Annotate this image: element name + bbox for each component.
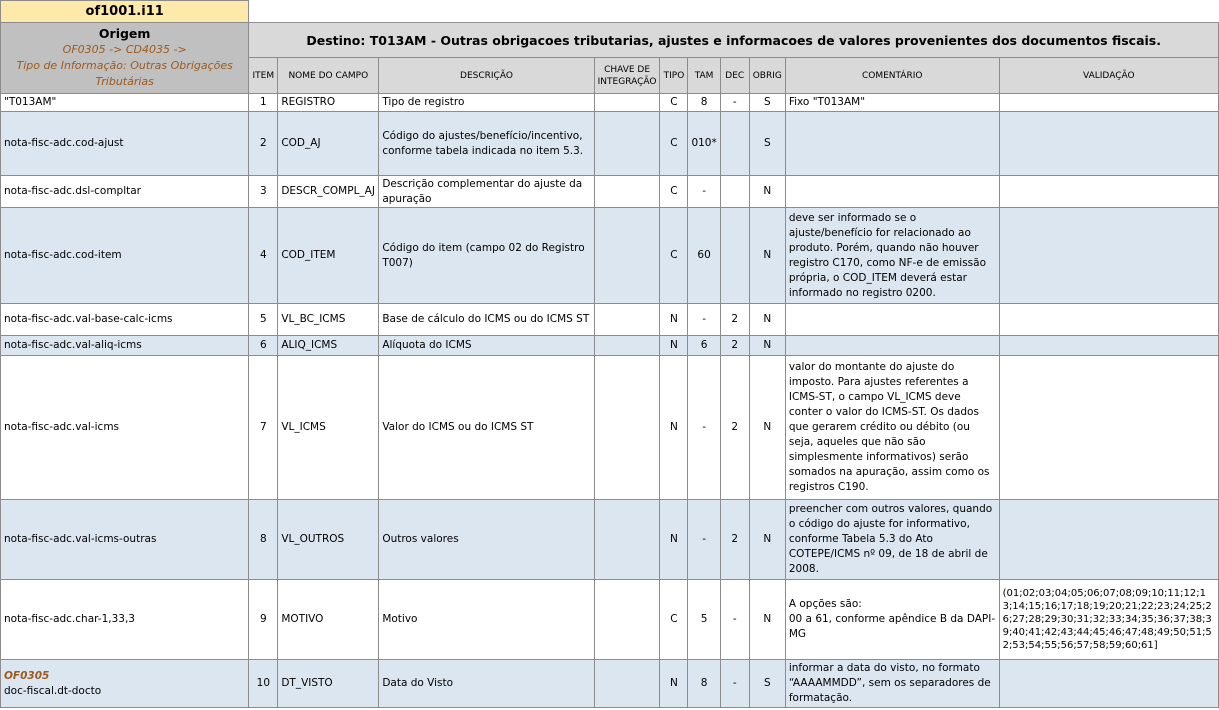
cell-nome: MOTIVO [278, 580, 379, 660]
col-obrig: OBRIG [749, 58, 785, 94]
cell-tipo: N [660, 660, 688, 708]
cell-dec [720, 208, 749, 304]
col-tam: TAM [688, 58, 720, 94]
cell-dec: 2 [720, 356, 749, 500]
cell-validacao [999, 500, 1218, 580]
cell-origem: nota-fisc-adc.dsl-compltar [1, 176, 249, 208]
cell-dec: 2 [720, 500, 749, 580]
cell-dec: - [720, 660, 749, 708]
cell-tam: - [688, 356, 720, 500]
origem-value: doc-fiscal.dt-docto [4, 684, 102, 697]
cell-validacao [999, 336, 1218, 356]
cell-dec: 2 [720, 304, 749, 336]
cell-tam: 5 [688, 580, 720, 660]
cell-nome: VL_ICMS [278, 356, 379, 500]
cell-obrig: N [749, 580, 785, 660]
cell-dec: - [720, 580, 749, 660]
cell-descricao: Tipo de registro [379, 94, 594, 112]
cell-nome: DT_VISTO [278, 660, 379, 708]
cell-tam: - [688, 304, 720, 336]
cell-dec [720, 112, 749, 176]
cell-item: 7 [249, 356, 278, 500]
cell-descricao: Data do Visto [379, 660, 594, 708]
cell-obrig: S [749, 94, 785, 112]
cell-nome: VL_OUTROS [278, 500, 379, 580]
cell-nome: DESCR_COMPL_AJ [278, 176, 379, 208]
table-row [1, 176, 1219, 208]
table-row [1, 94, 1219, 112]
cell-comentario [785, 304, 999, 336]
table-row [1, 356, 1219, 500]
cell-tipo: C [660, 94, 688, 112]
cell-item: 4 [249, 208, 278, 304]
cell-chave [594, 660, 660, 708]
cell-chave [594, 112, 660, 176]
cell-descricao: Código do item (campo 02 do Registro T007) [379, 208, 594, 304]
cell-item: 3 [249, 176, 278, 208]
cell-dec: - [720, 94, 749, 112]
cell-origem: nota-fisc-adc.cod-ajust [1, 112, 249, 176]
file-name: of1001.i11 [1, 1, 249, 23]
cell-comentario [785, 336, 999, 356]
origem-title: Origem [98, 26, 151, 41]
cell-descricao: Código do ajustes/benefício/incentivo, conforme tabela indicada no item 5.3. [379, 112, 594, 176]
col-nome: NOME DO CAMPO [278, 58, 379, 94]
cell-item: 6 [249, 336, 278, 356]
cell-tipo: N [660, 356, 688, 500]
cell-comentario: informar a data do visto, no formato “AAAAMMDD”, sem os separadores de formatação. [785, 660, 999, 708]
cell-comentario: Fixo "T013AM" [785, 94, 999, 112]
cell-nome: ALIQ_ICMS [278, 336, 379, 356]
col-item: ITEM [249, 58, 278, 94]
cell-chave [594, 336, 660, 356]
col-validacao: VALIDAÇÃO [999, 58, 1218, 94]
cell-obrig: N [749, 304, 785, 336]
destino-header: Destino: T013AM - Outras obrigacoes tributarias, ajustes e informacoes de valores provenientes dos documentos fiscais. [249, 23, 1219, 58]
cell-comentario: preencher com outros valores, quando o código do ajuste for informativo, conforme Tabela 5.3 do Ato COTEPE/ICMS nº 09, de 18 de abril de 2008. [785, 500, 999, 580]
cell-tam: 8 [688, 660, 720, 708]
cell-validacao [999, 660, 1218, 708]
cell-tam: 6 [688, 336, 720, 356]
cell-tipo: C [660, 112, 688, 176]
cell-obrig: N [749, 176, 785, 208]
col-chave: CHAVE DE INTEGRAÇÃO [594, 58, 660, 94]
cell-tam: 010* [688, 112, 720, 176]
cell-dec [720, 176, 749, 208]
cell-tam: 8 [688, 94, 720, 112]
cell-chave [594, 208, 660, 304]
cell-obrig: N [749, 208, 785, 304]
cell-comentario: valor do montante do ajuste do imposto. Para ajustes referentes a ICMS-ST, o campo VL_ICMS deve conter o valor do ICMS-ST. Os dados que gerarem crédito ou débito (ou seja, aqueles que não são simplesmente informativos) serão somados na apuração, assim como os registros C190. [785, 356, 999, 500]
cell-origem: nota-fisc-adc.val-base-calc-icms [1, 304, 249, 336]
cell-validacao [999, 304, 1218, 336]
cell-comentario [785, 580, 999, 660]
table-body [1, 94, 1219, 708]
origem-line1: OF0305 -> CD4035 -> [62, 43, 187, 56]
cell-descricao: Alíquota do ICMS [379, 336, 594, 356]
cell-validacao [999, 112, 1218, 176]
cell-origem [1, 660, 249, 708]
cell-descricao: Motivo [379, 580, 594, 660]
cell-descricao: Base de cálculo do ICMS ou do ICMS ST [379, 304, 594, 336]
comentario-line: 00 a 61, conforme apêndice B da DAPI-MG [788, 613, 996, 640]
cell-tam: 60 [688, 208, 720, 304]
comentario-line: A opções são: [788, 598, 862, 610]
table-row [1, 336, 1219, 356]
cell-obrig: S [749, 660, 785, 708]
cell-validacao [999, 94, 1218, 112]
table-row [1, 208, 1219, 304]
cell-descricao: Outros valores [379, 500, 594, 580]
cell-origem: nota-fisc-adc.cod-item [1, 208, 249, 304]
cell-item: 5 [249, 304, 278, 336]
cell-dec: 2 [720, 336, 749, 356]
col-descricao: DESCRIÇÃO [379, 58, 594, 94]
origem-line2: Tipo de Informação: Outras Obrigações Tributárias [16, 59, 233, 88]
cell-tipo: C [660, 176, 688, 208]
cell-item: 1 [249, 94, 278, 112]
cell-validacao [999, 176, 1218, 208]
cell-origem: nota-fisc-adc.val-aliq-icms [1, 336, 249, 356]
cell-comentario [785, 112, 999, 176]
cell-tipo: C [660, 580, 688, 660]
table-row [1, 500, 1219, 580]
col-tipo: TIPO [660, 58, 688, 94]
origem-tag: OF0305 [4, 669, 50, 682]
table-row [1, 112, 1219, 176]
cell-nome: COD_ITEM [278, 208, 379, 304]
table-row [1, 660, 1219, 708]
cell-validacao [999, 208, 1218, 304]
cell-nome: REGISTRO [278, 94, 379, 112]
cell-descricao: Valor do ICMS ou do ICMS ST [379, 356, 594, 500]
cell-obrig: N [749, 336, 785, 356]
cell-chave [594, 356, 660, 500]
cell-tipo: C [660, 208, 688, 304]
cell-origem: "T013AM" [1, 94, 249, 112]
cell-nome: VL_BC_ICMS [278, 304, 379, 336]
cell-chave [594, 176, 660, 208]
cell-obrig: N [749, 356, 785, 500]
cell-obrig: S [749, 112, 785, 176]
cell-tipo: N [660, 336, 688, 356]
origem-header [1, 23, 249, 94]
cell-tipo: N [660, 304, 688, 336]
cell-origem: nota-fisc-adc.val-icms-outras [1, 500, 249, 580]
cell-tipo: N [660, 500, 688, 580]
cell-comentario: deve ser informado se o ajuste/benefício for relacionado ao produto. Porém, quando não houver registro C170, como NF-e de emissão própria, o COD_ITEM deverá estar informado no registro 0200. [785, 208, 999, 304]
cell-chave [594, 94, 660, 112]
cell-item: 10 [249, 660, 278, 708]
cell-tam: - [688, 176, 720, 208]
cell-comentario [785, 176, 999, 208]
col-dec: DEC [720, 58, 749, 94]
cell-origem: nota-fisc-adc.val-icms [1, 356, 249, 500]
cell-descricao: Descrição complementar do ajuste da apuração [379, 176, 594, 208]
cell-item: 8 [249, 500, 278, 580]
cell-item: 9 [249, 580, 278, 660]
cell-validacao: (01;02;03;04;05;06;07;08;09;10;11;12;13;14;15;16;17;18;19;20;21;22;23;24;25;26;27;28;29;30;31;32;33;34;35;36;37;38;39;40;41;42;43;44;45;46;47;48;49;50;51;52;53;54;55;56;57;58;59;60;61] [999, 580, 1218, 660]
cell-validacao [999, 356, 1218, 500]
cell-chave [594, 500, 660, 580]
cell-tam: - [688, 500, 720, 580]
cell-item: 2 [249, 112, 278, 176]
cell-obrig: N [749, 500, 785, 580]
table-row [1, 304, 1219, 336]
cell-nome: COD_AJ [278, 112, 379, 176]
cell-chave [594, 304, 660, 336]
cell-origem: nota-fisc-adc.char-1,33,3 [1, 580, 249, 660]
cell-chave [594, 580, 660, 660]
table-row [1, 580, 1219, 660]
col-comentario: COMENTÁRIO [785, 58, 999, 94]
